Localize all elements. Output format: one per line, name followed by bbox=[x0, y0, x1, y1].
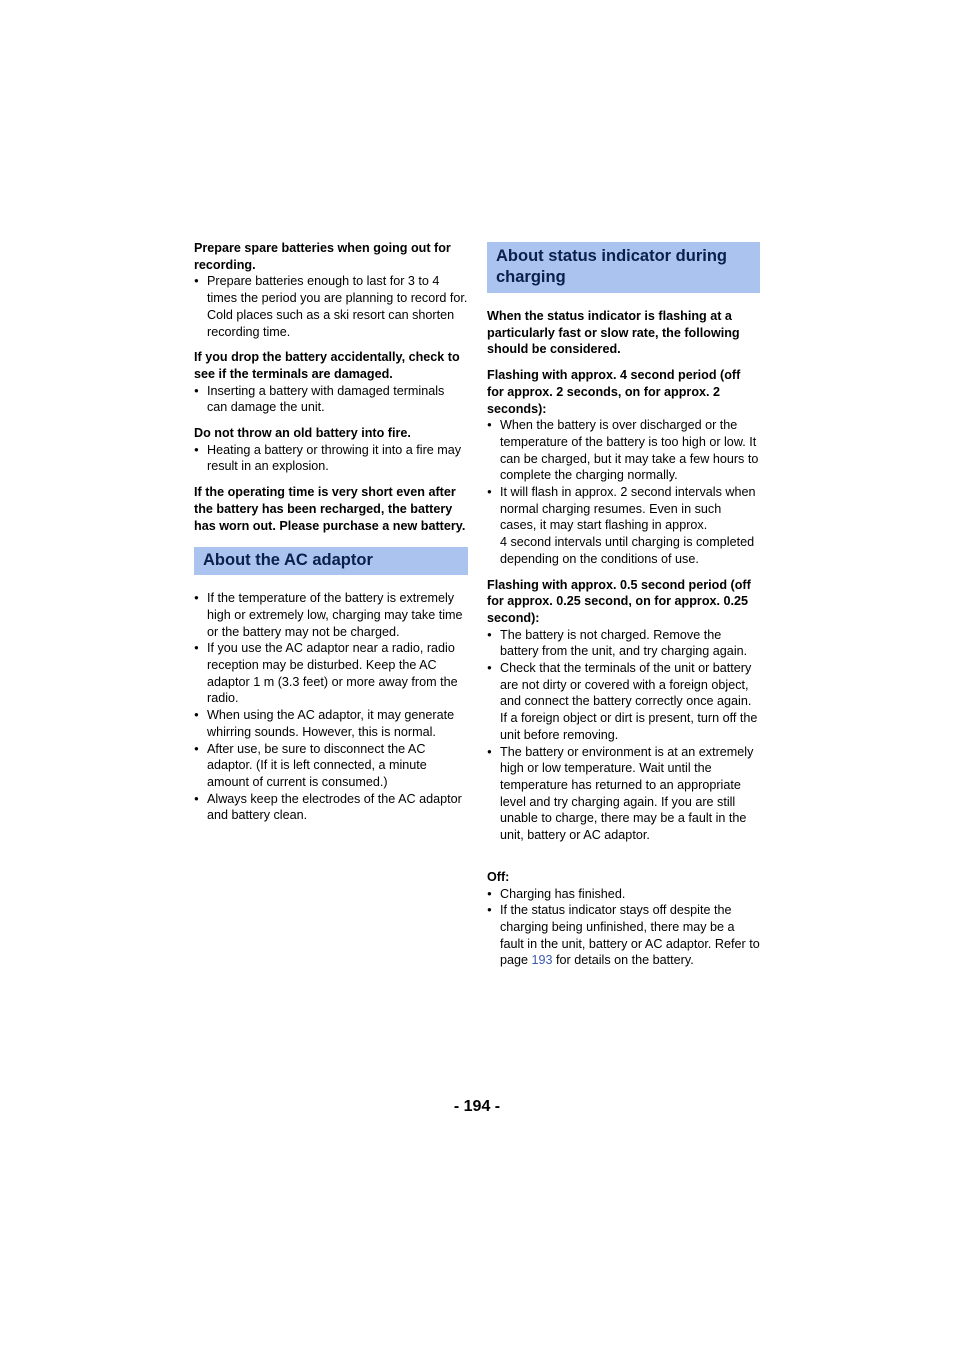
spare-batteries-block bbox=[194, 240, 468, 340]
left-column bbox=[194, 240, 468, 824]
list-item: ● Check that the terminals of the unit or battery are not dirty or covered with a foreign object, and connect the battery correctly once again. If a foreign object or dirt is present, turn off the unit before removing. bbox=[487, 660, 760, 744]
flash-4s-block bbox=[487, 367, 760, 567]
list-item: ● Inserting a battery with damaged terminals can damage the unit. bbox=[194, 383, 468, 416]
flash-4s-list bbox=[487, 417, 760, 567]
off-block bbox=[487, 869, 760, 969]
fire-warning-list bbox=[194, 442, 468, 475]
flash-05s-heading: Flashing with approx. 0.5 second period (off for approx. 0.25 second, on for approx. 0.25 second): bbox=[487, 577, 751, 625]
worn-out-block bbox=[194, 484, 468, 534]
right-column bbox=[487, 240, 760, 978]
list-item-continuation: 4 second intervals until charging is completed depending on the conditions of use. bbox=[500, 535, 755, 566]
off-heading: Off: bbox=[487, 869, 510, 884]
worn-out-heading: If the operating time is very short even after the battery has been recharged, the battery has worn out. Please purchase a new battery. bbox=[194, 485, 466, 533]
ac-adaptor-section-title: About the AC adaptor bbox=[194, 547, 468, 575]
list-item: ● If the temperature of the battery is extremely high or extremely low, charging may take time or the battery may not be charged. bbox=[194, 590, 468, 640]
ac-adaptor-list bbox=[194, 590, 468, 824]
list-item-text-end: for details on the battery. bbox=[552, 953, 694, 968]
status-intro-block bbox=[487, 308, 760, 358]
list-item: ● Always keep the electrodes of the AC adaptor and battery clean. bbox=[194, 791, 468, 824]
fire-warning-block bbox=[194, 425, 468, 475]
status-intro: When the status indicator is flashing at a particularly fast or slow rate, the following should be considered. bbox=[487, 309, 740, 357]
page-number: - 194 - bbox=[453, 1098, 501, 1115]
list-item: ● If you use the AC adaptor near a radio, radio reception may be disturbed. Keep the AC adaptor 1 m (3.3 feet) or more away from the radio. bbox=[194, 640, 468, 707]
list-item-text: It will flash in approx. 2 second intervals when normal charging resumes. Even in such cases, it may start flashing in approx. bbox=[500, 485, 756, 533]
flash-4s-heading: Flashing with approx. 4 second period (off for approx. 2 seconds, on for approx. 2 seconds): bbox=[487, 368, 741, 416]
spare-batteries-list bbox=[194, 273, 468, 340]
list-item: ● When the battery is over discharged or the temperature of the battery is too high or low. It can be charged, but it may take a few hours to complete the charging normally. bbox=[487, 417, 760, 484]
list-item bbox=[487, 902, 760, 969]
flash-05s-list bbox=[487, 627, 760, 844]
list-item bbox=[487, 484, 760, 568]
list-item: ● The battery is not charged. Remove the battery from the unit, and try charging again. bbox=[487, 627, 760, 660]
list-item: ● After use, be sure to disconnect the AC adaptor. (If it is left connected, a minute amount of current is consumed.) bbox=[194, 741, 468, 791]
off-list bbox=[487, 886, 760, 970]
list-item: ● When using the AC adaptor, it may generate whirring sounds. However, this is normal. bbox=[194, 707, 468, 740]
list-item-text: If the status indicator stays off despite the charging being unfinished, there may be a fault in the unit, battery or AC adaptor. Refer to page bbox=[500, 903, 760, 968]
list-item: ● Heating a battery or throwing it into a fire may result in an explosion. bbox=[194, 442, 468, 475]
flash-05s-block bbox=[487, 577, 760, 844]
status-indicator-section-title: About status indicator during charging bbox=[487, 242, 760, 293]
spare-batteries-heading: Prepare spare batteries when going out for recording. bbox=[194, 241, 451, 272]
drop-battery-block bbox=[194, 349, 468, 416]
page-193-link[interactable]: 193 bbox=[531, 953, 553, 968]
list-item: ● Charging has finished. bbox=[487, 886, 760, 903]
list-item: ● The battery or environment is at an extremely high or low temperature. Wait until the temperature has returned to an appropriate level and try charging again. If you are still unable to charge, there may be a fault in the unit, battery or AC adaptor. bbox=[487, 744, 760, 844]
drop-battery-heading: If you drop the battery accidentally, check to see if the terminals are damaged. bbox=[194, 350, 460, 381]
fire-warning-heading: Do not throw an old battery into fire. bbox=[194, 426, 411, 441]
spacer bbox=[487, 853, 760, 869]
list-item: ● Prepare batteries enough to last for 3 to 4 times the period you are planning to record for. Cold places such as a ski resort can shorten recording time. bbox=[194, 273, 468, 340]
drop-battery-list bbox=[194, 383, 468, 416]
